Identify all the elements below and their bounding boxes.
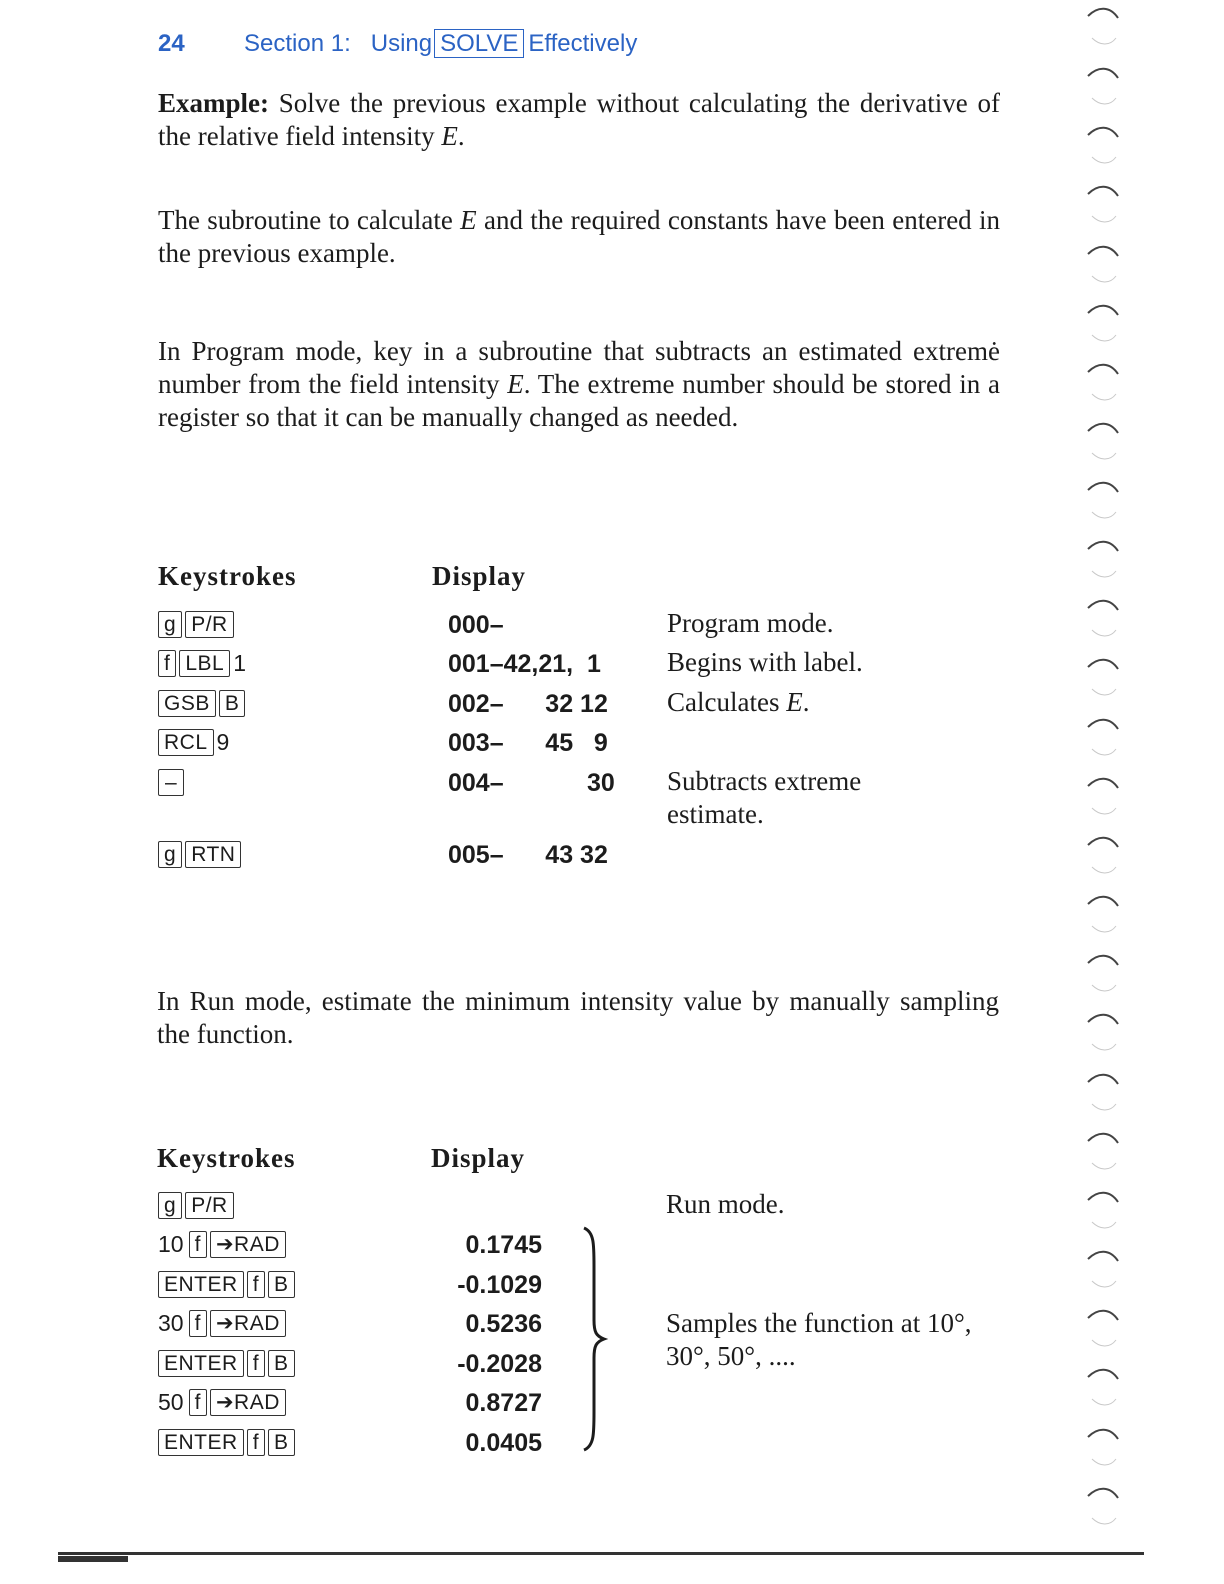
page-bottom-edge-corner bbox=[58, 1556, 128, 1562]
binding-hole-icon bbox=[1088, 128, 1118, 137]
keystrokes bbox=[158, 648, 251, 678]
row-note: Run mode. bbox=[666, 1189, 785, 1219]
table-row bbox=[0, 727, 1224, 761]
key-p-r: P/R bbox=[185, 1192, 234, 1219]
binding-hole-icon bbox=[1088, 720, 1118, 729]
program-mode-paragraph bbox=[158, 335, 1000, 434]
key-suffix: 1 bbox=[233, 649, 247, 676]
para2-text-end: and the required constants have been entered in the previous example. bbox=[158, 205, 1001, 268]
binding-hole-icon bbox=[1088, 779, 1118, 788]
key-prefix: 30 bbox=[158, 1309, 184, 1336]
display-value: 0.1745 bbox=[465, 1231, 542, 1259]
row-note: Program mode. bbox=[667, 608, 834, 638]
key-g: g bbox=[158, 1192, 182, 1219]
keystrokes bbox=[158, 1308, 289, 1338]
row-note bbox=[667, 686, 997, 719]
binding-hole-icon bbox=[1088, 1430, 1118, 1439]
keystrokes bbox=[158, 1190, 237, 1220]
keystrokes-heading: Keystrokes bbox=[158, 561, 297, 591]
display-value: 001–42,21, 1 bbox=[448, 650, 601, 678]
display-value: -0.1029 bbox=[457, 1271, 542, 1299]
binding-hole-icon bbox=[1088, 365, 1118, 374]
key-b: B bbox=[219, 690, 246, 717]
display-value: 004– 30 bbox=[448, 769, 615, 797]
table-row bbox=[0, 648, 1224, 682]
binding-hole-icon bbox=[1088, 1015, 1118, 1024]
binding-hole-icon bbox=[1088, 483, 1118, 492]
key-minus: – bbox=[158, 769, 184, 796]
table-row bbox=[0, 1229, 1224, 1263]
para2-text: The subroutine to calculate bbox=[158, 205, 461, 235]
key-enter: ENTER bbox=[158, 1350, 244, 1377]
table-row bbox=[0, 688, 1224, 722]
key-f: f bbox=[247, 1350, 265, 1377]
binding-hole-icon bbox=[1088, 247, 1118, 256]
table-row bbox=[0, 839, 1224, 873]
note-end: . bbox=[802, 687, 810, 717]
binding-holes bbox=[1080, 0, 1140, 1584]
key-rtn: RTN bbox=[185, 841, 241, 868]
example-paragraph bbox=[158, 87, 1000, 153]
samples-note: Samples the function at 10°, 30°, 50°, .... bbox=[666, 1308, 972, 1371]
key-to-rad: ➔RAD bbox=[210, 1231, 286, 1258]
display-value: -0.2028 bbox=[457, 1350, 542, 1378]
key-suffix: 9 bbox=[216, 728, 230, 755]
para3-text: In Program mode, key in a subroutine that subtracts an estimated extremė number from the field intensity bbox=[158, 336, 1000, 399]
key-to-rad: ➔RAD bbox=[210, 1389, 286, 1416]
table-row bbox=[0, 1348, 1224, 1382]
binding-hole-icon bbox=[1088, 897, 1118, 906]
table-row bbox=[0, 1269, 1224, 1303]
binding-hole-icon bbox=[1088, 838, 1118, 847]
keystrokes bbox=[158, 1229, 289, 1259]
row-note: Begins with label. bbox=[667, 647, 863, 677]
section-effectively: Effectively bbox=[528, 30, 638, 57]
display-value: 0.0405 bbox=[465, 1429, 542, 1457]
key-gsb: GSB bbox=[158, 690, 216, 717]
var-e: E bbox=[786, 687, 803, 717]
display-value: 0.8727 bbox=[465, 1389, 542, 1417]
solve-key-label: SOLVE bbox=[434, 29, 524, 58]
display-heading: Display bbox=[431, 1143, 526, 1173]
key-g: g bbox=[158, 841, 182, 868]
right-brace-icon bbox=[580, 1226, 610, 1452]
section-title bbox=[244, 30, 637, 58]
binding-hole-icon bbox=[1088, 956, 1118, 965]
binding-hole-icon bbox=[1088, 1252, 1118, 1261]
key-b: B bbox=[268, 1350, 295, 1377]
keystrokes-heading: Keystrokes bbox=[157, 1143, 296, 1173]
binding-hole-icon bbox=[1088, 69, 1118, 78]
para3-text-end: . The extreme number should be stored in a register so that it can be manually changed as needed. bbox=[158, 369, 1000, 432]
display-value: 003– 45 9 bbox=[448, 729, 608, 757]
page-bottom-edge bbox=[58, 1552, 1144, 1555]
table-row bbox=[0, 766, 1224, 829]
binding-hole-icon bbox=[1088, 1370, 1118, 1379]
subroutine-paragraph bbox=[158, 204, 1000, 270]
binding-hole-icon bbox=[1088, 660, 1118, 669]
var-e: E bbox=[441, 121, 458, 151]
key-f: f bbox=[247, 1429, 265, 1456]
note-text: Calculates bbox=[667, 687, 787, 717]
keystrokes bbox=[158, 767, 187, 797]
binding-hole-icon bbox=[1088, 1193, 1118, 1202]
var-e: E bbox=[460, 205, 477, 235]
table-row bbox=[0, 1387, 1224, 1421]
keystrokes bbox=[158, 609, 237, 639]
row-note: Subtracts extreme estimate. bbox=[667, 766, 862, 829]
run-mode-paragraph: In Run mode, estimate the minimum intensity value by manually sampling the function. bbox=[157, 986, 999, 1049]
example-lead: Example: bbox=[158, 88, 269, 118]
key-f: f bbox=[189, 1389, 207, 1416]
example-text: Solve the previous example without calculating the derivative of the relative field intensity bbox=[158, 88, 1000, 151]
binding-hole-icon bbox=[1088, 1311, 1118, 1320]
key-f: f bbox=[189, 1231, 207, 1258]
display-value: 005– 43 32 bbox=[448, 841, 608, 869]
keystrokes bbox=[158, 727, 234, 757]
binding-hole-icon bbox=[1088, 542, 1118, 551]
table-row bbox=[0, 609, 1224, 643]
table-row bbox=[0, 1190, 1224, 1224]
example-text-end: . bbox=[457, 121, 465, 151]
binding-hole-icon bbox=[1088, 9, 1118, 18]
key-b: B bbox=[268, 1429, 295, 1456]
keystrokes bbox=[158, 1427, 298, 1457]
binding-hole-icon bbox=[1088, 306, 1118, 315]
binding-hole-icon bbox=[1088, 424, 1118, 433]
key-prefix: 10 bbox=[158, 1230, 184, 1257]
key-f: f bbox=[247, 1271, 265, 1298]
display-value: 0.5236 bbox=[465, 1310, 542, 1338]
binding-hole-icon bbox=[1088, 601, 1118, 610]
key-g: g bbox=[158, 611, 182, 638]
binding-hole-icon bbox=[1088, 1489, 1118, 1498]
display-value: 000– bbox=[448, 611, 504, 639]
key-f: f bbox=[189, 1310, 207, 1337]
keystrokes bbox=[158, 1348, 298, 1378]
keystrokes bbox=[158, 839, 244, 869]
page-number: 24 bbox=[158, 30, 185, 57]
section-prefix: Section 1: bbox=[244, 30, 351, 57]
binding-hole-icon bbox=[1088, 1134, 1118, 1143]
key-to-rad: ➔RAD bbox=[210, 1310, 286, 1337]
binding-hole-icon bbox=[1088, 1075, 1118, 1084]
key-p-r: P/R bbox=[185, 611, 234, 638]
key-rcl: RCL bbox=[158, 729, 214, 756]
key-prefix: 50 bbox=[158, 1388, 184, 1415]
display-heading: Display bbox=[432, 561, 527, 591]
key-lbl: LBL bbox=[179, 650, 230, 677]
var-e: E bbox=[507, 369, 524, 399]
binding-hole-icon bbox=[1088, 187, 1118, 196]
keystrokes bbox=[158, 1269, 298, 1299]
section-using: Using bbox=[370, 30, 433, 57]
key-enter: ENTER bbox=[158, 1271, 244, 1298]
keystrokes bbox=[158, 1387, 289, 1417]
key-b: B bbox=[268, 1271, 295, 1298]
display-value: 002– 32 12 bbox=[448, 690, 608, 718]
key-enter: ENTER bbox=[158, 1429, 244, 1456]
key-f: f bbox=[158, 650, 176, 677]
table-row bbox=[0, 1427, 1224, 1461]
keystrokes bbox=[158, 688, 248, 718]
